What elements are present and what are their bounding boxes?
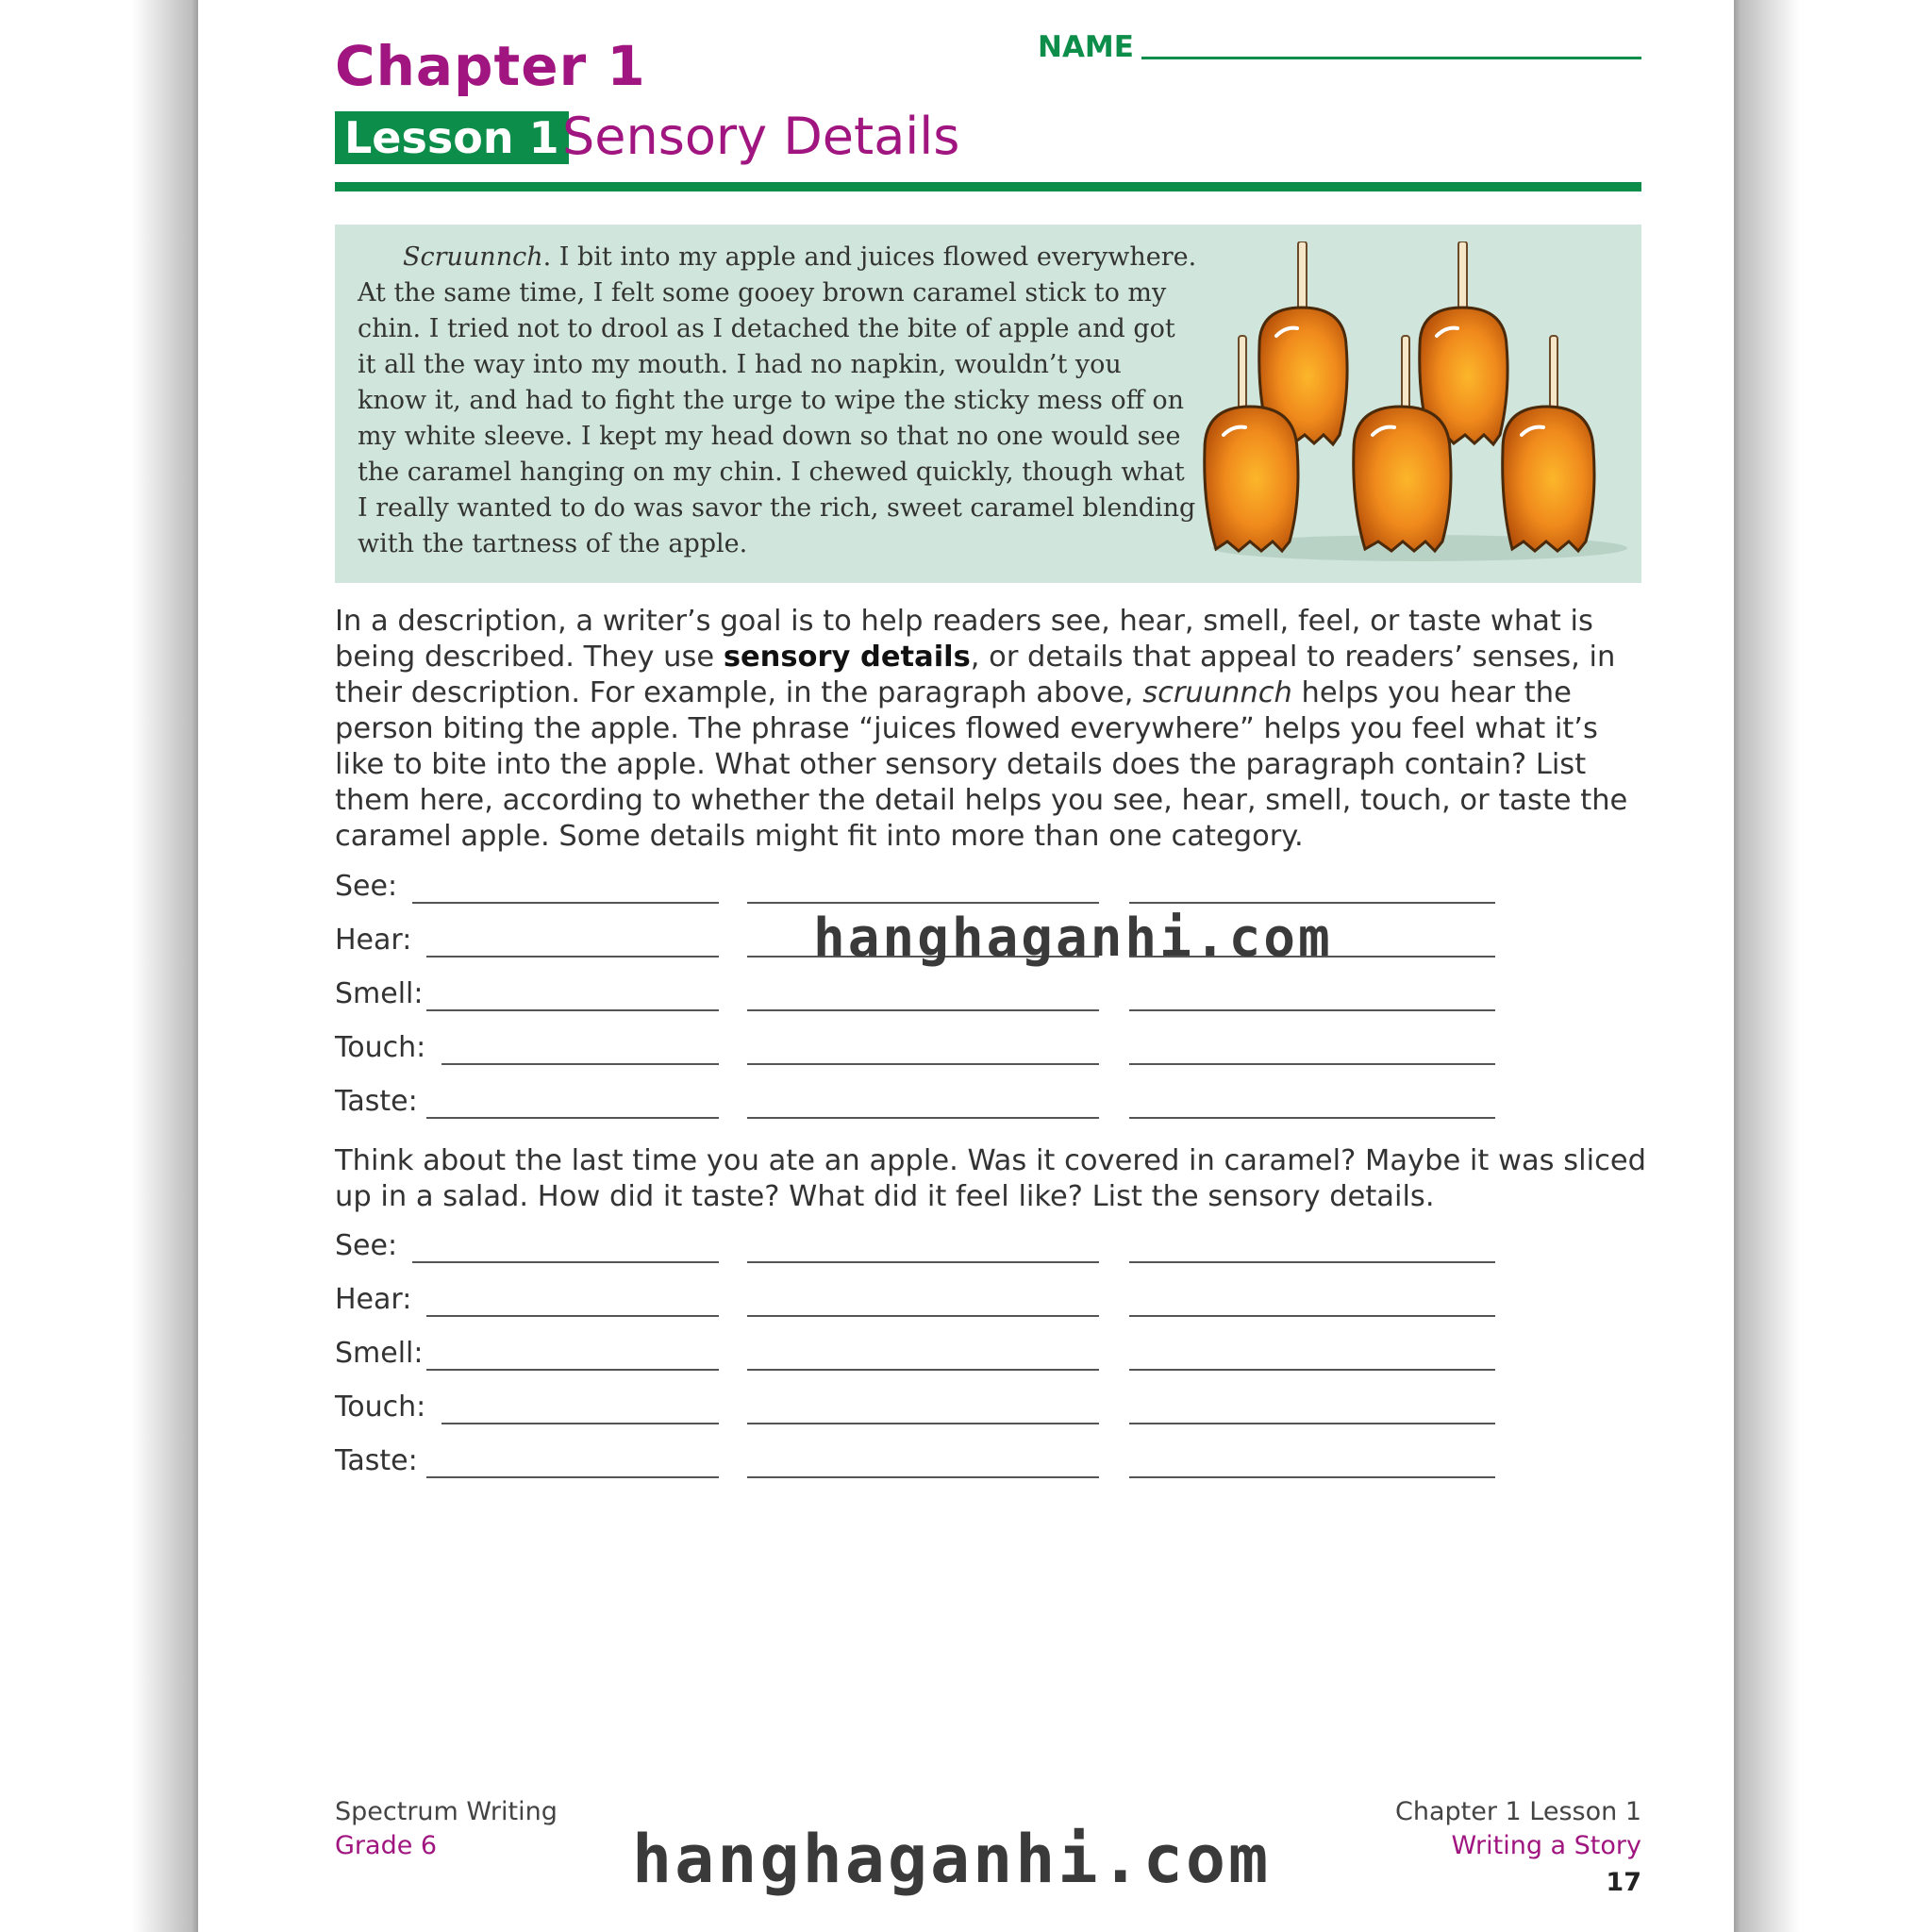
page-shadow-right: [1734, 0, 1800, 1932]
section2-row-taste: [335, 1444, 1641, 1482]
watermark-middle: hanghaganhi.com: [813, 908, 1333, 969]
footer-chapter-lesson: Chapter 1 Lesson 1: [1395, 1797, 1641, 1826]
header-divider: [335, 182, 1641, 192]
instructions-part-2: , or details that appeal to readers’ senses, in their description. For example, in the paragraph above,: [335, 641, 1616, 709]
story-opening-word: Scruunnch: [403, 242, 543, 272]
answer-blank[interactable]: [426, 1009, 719, 1011]
footer-grade: Grade 6: [335, 1831, 438, 1860]
footer-book-title: Spectrum Writing: [335, 1797, 558, 1826]
answer-blank[interactable]: [426, 956, 719, 958]
second-prompt: Think about the last time you ate an apple. Was it covered in caramel? Maybe it was sliced up in a salad. How did it taste? What did it feel like? List the sensory details.: [335, 1144, 1646, 1213]
instructions-part-3: helps you hear the person biting the apple. The phrase “juices flowed everywhere” helps you feel what it’s like to bite into the apple. What other sensory details does the paragraph contain? List them here, according to whether the detail helps you see, hear, smell, touch, or taste the caramel apple. Some details might fit into more than one category.: [335, 676, 1628, 853]
name-label: NAME: [1038, 30, 1134, 64]
section1-row-see: [335, 870, 1641, 908]
sense-label-touch: Touch:: [335, 1391, 426, 1424]
answer-blank[interactable]: [747, 1261, 1099, 1263]
lesson-title: Sensory Details: [562, 107, 960, 166]
name-blank-line[interactable]: [1141, 57, 1641, 59]
instructions-bold-term: sensory details: [723, 641, 971, 674]
instructions-paragraph: [335, 604, 1656, 855]
section2-row-hear: [335, 1283, 1641, 1321]
answer-blank[interactable]: [747, 1315, 1099, 1317]
answer-blank[interactable]: [1129, 1117, 1495, 1119]
section1-row-smell: [335, 977, 1641, 1015]
answer-blank[interactable]: [426, 1117, 719, 1119]
answer-blank[interactable]: [1129, 1476, 1495, 1478]
answer-blank[interactable]: [412, 1261, 719, 1263]
instructions-part-1: In a description, a writer’s goal is to help readers see, hear, smell, feel, or taste what is being described. They use: [335, 605, 1593, 674]
answer-blank[interactable]: [1129, 1369, 1495, 1371]
worksheet-page: [198, 0, 1734, 1932]
section2-row-touch: [335, 1391, 1641, 1428]
answer-blank[interactable]: [747, 1423, 1099, 1424]
answer-blank[interactable]: [747, 1063, 1099, 1065]
section1-row-taste: [335, 1085, 1641, 1123]
story-body: . I bit into my apple and juices flowed everywhere. At the same time, I felt some gooey brown caramel stick to my chin. I tried not to drool as I detached the bite of apple and got it all the way into my mouth. I had no napkin, wouldn’t you know it, and had to fight the urge to wipe the sticky mess off on my white sleeve. I kept my head down so that no one would see the caramel hanging on my chin. I chewed quickly, though what I really wanted to do was savor the rich, sweet caramel blending with the tartness of the apple.: [358, 242, 1197, 558]
section2-row-see: [335, 1229, 1641, 1267]
answer-blank[interactable]: [747, 1369, 1099, 1371]
section2-row-smell: [335, 1337, 1641, 1374]
answer-blank[interactable]: [1129, 1063, 1495, 1065]
answer-blank[interactable]: [1129, 1423, 1495, 1424]
answer-blank[interactable]: [1129, 1261, 1495, 1263]
answer-blank[interactable]: [1129, 1009, 1495, 1011]
apple-front-right: [1503, 336, 1594, 551]
sense-label-taste: Taste:: [335, 1444, 418, 1477]
footer-unit: Writing a Story: [1451, 1831, 1641, 1860]
answer-blank[interactable]: [412, 902, 719, 904]
page-number: 17: [1606, 1868, 1641, 1897]
answer-blank[interactable]: [747, 1009, 1099, 1011]
chapter-title: Chapter 1: [335, 34, 646, 98]
answer-blank[interactable]: [441, 1063, 719, 1065]
answer-blank[interactable]: [747, 1117, 1099, 1119]
answer-blank[interactable]: [1129, 1315, 1495, 1317]
sense-label-hear: Hear:: [335, 924, 412, 957]
story-passage: [358, 240, 1197, 562]
section1-row-touch: [335, 1031, 1641, 1069]
answer-blank[interactable]: [747, 902, 1099, 904]
story-passage-box: [335, 225, 1641, 583]
answer-blank[interactable]: [747, 1476, 1099, 1478]
answer-blank[interactable]: [426, 1476, 719, 1478]
instructions-italic-term: scruunnch: [1142, 676, 1292, 709]
sense-label-see: See:: [335, 1229, 398, 1262]
watermark-bottom: hanghaganhi.com: [632, 1821, 1272, 1898]
answer-blank[interactable]: [1129, 902, 1495, 904]
lesson-badge: Lesson 1: [335, 111, 569, 164]
sense-label-smell: Smell:: [335, 1337, 424, 1370]
caramel-apples-illustration: [1203, 242, 1637, 567]
answer-blank[interactable]: [426, 1315, 719, 1317]
answer-blank[interactable]: [441, 1423, 719, 1424]
sense-label-smell: Smell:: [335, 977, 424, 1010]
sense-label-touch: Touch:: [335, 1031, 426, 1064]
sense-label-hear: Hear:: [335, 1283, 412, 1316]
sense-label-taste: Taste:: [335, 1085, 418, 1118]
answer-blank[interactable]: [426, 1369, 719, 1371]
sense-label-see: See:: [335, 870, 398, 903]
page-shadow-left: [132, 0, 198, 1932]
